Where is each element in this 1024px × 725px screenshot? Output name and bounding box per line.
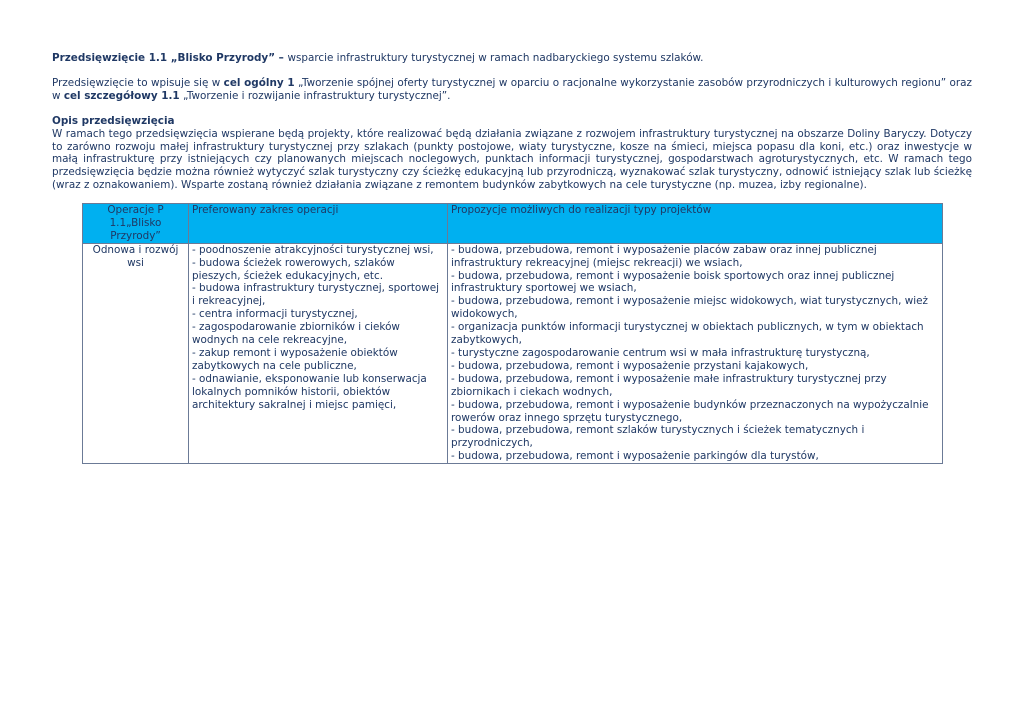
scope-item: - budowa infrastruktury turystycznej, sportowej i rekreacyjnej, bbox=[192, 282, 440, 308]
description-heading: Opis przedsięwzięcia bbox=[52, 114, 175, 127]
intro-goal-specific: cel szczegółowy 1.1 bbox=[63, 89, 180, 102]
header-operations: Operacje P 1.1„Blisko Przyrody” bbox=[83, 204, 189, 244]
header-scope: Preferowany zakres operacji bbox=[189, 204, 448, 244]
proposal-item: - budowa, przebudowa, remont i wyposażenie miejsc widokowych, wiat turystycznych, wież widokowych, bbox=[451, 295, 928, 321]
proposal-item: - budowa, przebudowa, remont i wyposażenie przystani kajakowych, bbox=[451, 359, 809, 372]
table-row bbox=[83, 243, 943, 463]
scope-item: - zagospodarowanie zbiorników i cieków wodnych na cele rekreacyjne, bbox=[192, 321, 400, 347]
operations-table bbox=[82, 203, 943, 464]
document-content bbox=[52, 52, 972, 192]
proposal-item: - organizacja punktów informacji turystycznej w obiektach publicznych, w tym w obiektach zabytkowych, bbox=[451, 321, 924, 347]
proposal-item: - turystyczne zagospodarowanie centrum wsi w mała infrastrukturę turystyczną, bbox=[451, 346, 870, 359]
proposal-item: - budowa, przebudowa, remont i wyposażenie małe infrastruktury turystycznej przy zbiornikach i ciekach wodnych, bbox=[451, 372, 887, 398]
proposal-item: - budowa, przebudowa, remont i wyposażenie boisk sportowych oraz innej publicznej infrastruktury sportowej we wsiach, bbox=[451, 269, 895, 295]
section-title-bold: Przedsięwzięcie 1.1 „Blisko Przyrody” – bbox=[52, 52, 288, 64]
cell-proposals bbox=[448, 243, 943, 463]
proposal-item: - budowa, przebudowa, remont i wyposażenie parkingów dla turystów, bbox=[451, 450, 819, 463]
proposal-item: - budowa, przebudowa, remont i wyposażenie budynków przeznaczonych na wypożyczalnie rowerów oraz innego sprzętu turystycznego, bbox=[451, 398, 929, 424]
intro-paragraph bbox=[52, 77, 972, 103]
intro-text-2: „Tworzenie spójnej oferty turystycznej w oparciu o racjonalne wykorzystanie zasobów przyrodniczych i kulturowych regionu” oraz w bbox=[52, 76, 972, 102]
cell-operation: Odnowa i rozwój wsi bbox=[83, 243, 189, 463]
cell-scope bbox=[189, 243, 448, 463]
intro-goal-general: cel ogólny 1 bbox=[223, 76, 295, 89]
table-header-row bbox=[83, 204, 943, 244]
scope-item: - centra informacji turystycznej, bbox=[192, 308, 358, 321]
section-title-rest: wsparcie infrastruktury turystycznej w ramach nadbaryckiego systemu szlaków. bbox=[287, 52, 704, 64]
proposal-item: - budowa, przebudowa, remont i wyposażenie placów zabaw oraz innej publicznej infrastruktury rekreacyjnej (miejsc rekreacji) we wsiach, bbox=[451, 243, 877, 269]
scope-item: - zakup remont i wyposażenie obiektów zabytkowych na cele publiczne, bbox=[192, 346, 398, 372]
scope-item: - budowa ścieżek rowerowych, szlaków pieszych, ścieżek edukacyjnych, etc. bbox=[192, 256, 395, 282]
proposal-item: - budowa, przebudowa, remont szlaków turystycznych i ścieżek tematycznych i przyrodniczych, bbox=[451, 424, 865, 450]
description-paragraph: W ramach tego przedsięwzięcia wspierane będą projekty, które realizować będą działania związane z rozwojem infrastruktury turystycznej na obszarze Doliny Baryczy. Dotyczy to zarówno rozwoju małej infrastruktury turystycznej przy szlakach (punkty postojowe, wiaty turystyczne, kosze na śmieci, miejsca popasu dla koni, etc.) oraz inwestycje w małą infrastrukturę przy istniejących czy planowanych miejscach noclegowych, punktach informacji turystycznej, gospodarstwach agroturystycznych, etc. W ramach tego przedsięwzięcia będzie można również wytyczyć szlak turystyczny czy ścieżkę edukacyjną lub przyrodniczą, wyznakować szlak turystyczny, odnowić istniejący szlak lub ścieżkę (wraz z oznakowaniem). Wsparte zostaną również działania związane z remontem budynków zabytkowych na cele turystyczne (np. muzea, izby regionalne). bbox=[52, 127, 972, 192]
scope-item: - odnawianie, eksponowanie lub konserwacja lokalnych pomników historii, obiektów architektury sakralnej i miejsc pamięci, bbox=[192, 372, 427, 411]
section-title bbox=[52, 52, 972, 65]
header-proposals: Propozycje możliwych do realizacji typy projektów bbox=[448, 204, 943, 244]
scope-item: - poodnoszenie atrakcyjności turystycznej wsi, bbox=[192, 243, 434, 256]
intro-text-3: „Tworzenie i rozwijanie infrastruktury turystycznej”. bbox=[179, 89, 451, 102]
intro-text-1: Przedsięwzięcie to wpisuje się w bbox=[52, 76, 224, 89]
